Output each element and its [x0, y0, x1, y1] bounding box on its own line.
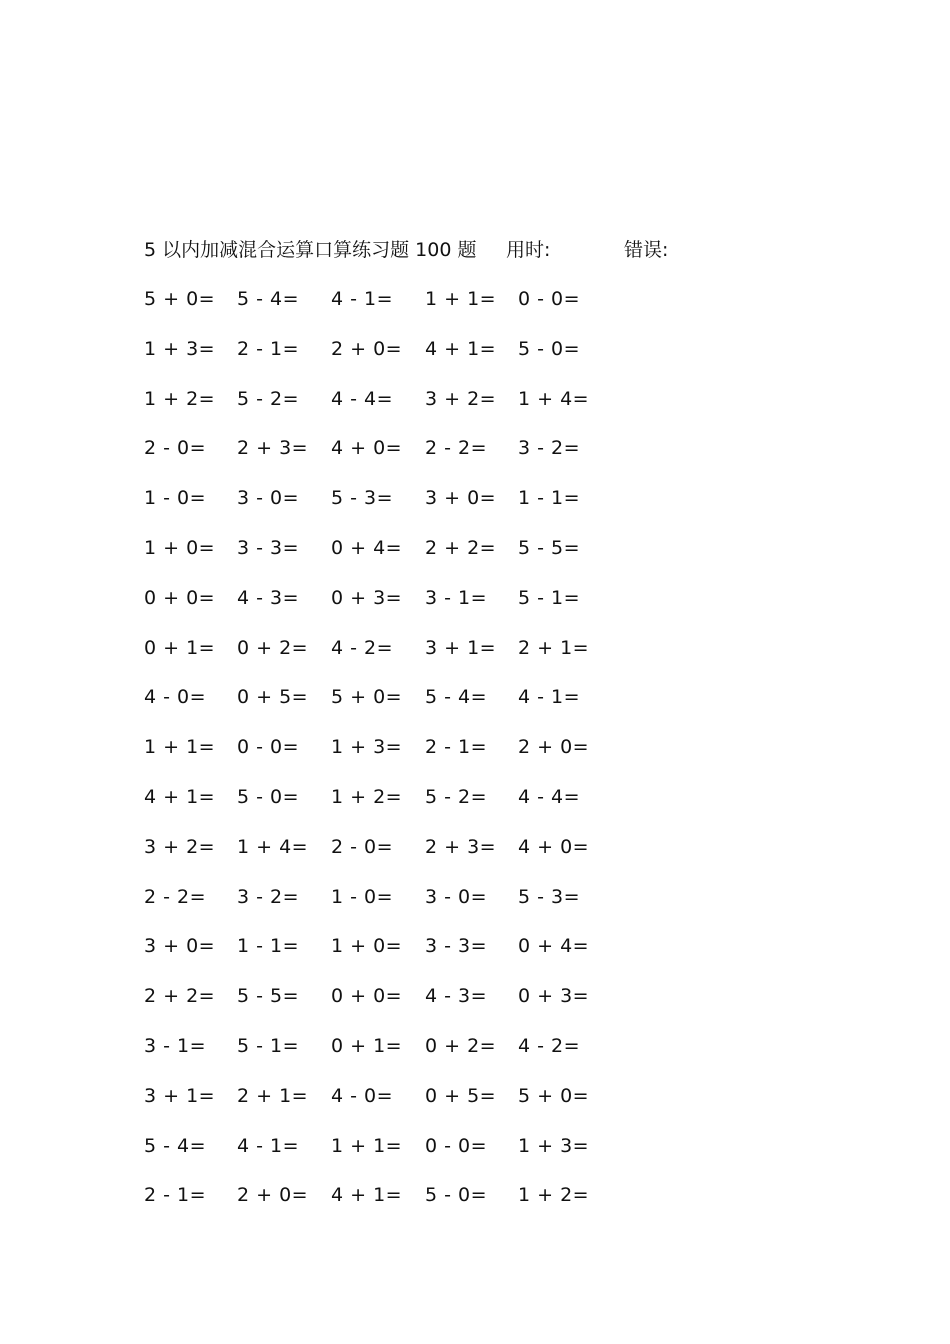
problem-item: 5 - 1= [518, 586, 581, 609]
problem-item: 2 - 1= [144, 1184, 207, 1207]
problem-item: 4 - 3= [237, 586, 300, 609]
problem-row [144, 682, 614, 732]
problem-item: 5 + 0= [331, 686, 403, 709]
problem-row [144, 981, 614, 1031]
problem-item: 2 + 0= [331, 337, 403, 360]
error-label: 错误: [624, 239, 669, 261]
problem-item: 3 - 2= [237, 885, 300, 908]
problem-row [144, 1180, 614, 1230]
problem-item: 3 + 1= [144, 1084, 216, 1107]
problem-row [144, 384, 614, 434]
problem-item: 3 + 1= [425, 636, 497, 659]
problem-row [144, 433, 614, 483]
problem-item: 2 + 0= [237, 1184, 309, 1207]
problem-item: 0 - 0= [518, 288, 581, 310]
problem-item: 3 - 0= [425, 885, 488, 908]
problem-row [144, 1081, 614, 1131]
problem-item: 1 - 0= [144, 487, 207, 510]
problem-item: 4 - 3= [425, 985, 488, 1008]
problem-item: 0 + 3= [331, 586, 403, 609]
problem-item: 5 - 2= [237, 387, 300, 410]
problem-item: 0 + 5= [425, 1084, 497, 1107]
problem-row [144, 832, 614, 882]
problem-item: 1 - 1= [518, 487, 581, 510]
problem-item: 2 - 2= [425, 437, 488, 460]
problem-item: 3 + 2= [425, 387, 497, 410]
problem-item: 2 + 2= [425, 536, 497, 559]
problem-item: 5 - 0= [518, 337, 581, 360]
problem-item: 2 - 0= [331, 835, 394, 858]
problem-row [144, 1031, 614, 1081]
problem-item: 4 - 4= [331, 387, 394, 410]
problem-row [144, 633, 614, 683]
problem-item: 1 + 1= [425, 288, 497, 310]
problem-item: 0 + 0= [144, 586, 216, 609]
problem-item: 5 - 1= [237, 1034, 300, 1057]
problem-item: 1 + 4= [518, 387, 590, 410]
problem-row [144, 882, 614, 932]
problem-item: 1 + 3= [331, 736, 403, 759]
problem-item: 3 - 1= [425, 586, 488, 609]
problem-item: 4 + 1= [144, 785, 216, 808]
problem-item: 4 + 0= [331, 437, 403, 460]
problem-item: 1 + 3= [144, 337, 216, 360]
problem-item: 1 - 1= [237, 935, 300, 958]
problem-row [144, 334, 614, 384]
problem-item: 0 + 4= [331, 536, 403, 559]
worksheet-header [144, 236, 844, 264]
problem-item: 4 - 0= [144, 686, 207, 709]
problem-item: 4 + 1= [425, 337, 497, 360]
problem-row [144, 483, 614, 533]
problem-item: 0 + 5= [237, 686, 309, 709]
problem-item: 0 + 3= [518, 985, 590, 1008]
problem-row [144, 583, 614, 633]
problem-item: 3 + 0= [144, 935, 216, 958]
worksheet-title: 5 以内加减混合运算口算练习题 100 题 [144, 239, 477, 261]
problem-item: 0 + 1= [144, 636, 216, 659]
problem-item: 1 + 2= [331, 785, 403, 808]
problem-item: 5 + 0= [518, 1084, 590, 1107]
problem-item: 0 + 2= [425, 1034, 497, 1057]
problem-item: 2 - 1= [237, 337, 300, 360]
problem-item: 3 - 2= [518, 437, 581, 460]
problem-item: 2 - 0= [144, 437, 207, 460]
problem-item: 1 + 1= [331, 1134, 403, 1157]
problem-item: 0 - 0= [237, 736, 300, 759]
problem-row [144, 1131, 614, 1181]
problem-item: 2 - 1= [425, 736, 488, 759]
problem-item: 3 + 0= [425, 487, 497, 510]
problem-item: 1 + 2= [518, 1184, 590, 1207]
problem-row [144, 533, 614, 583]
problem-item: 4 + 1= [331, 1184, 403, 1207]
problem-item: 3 - 3= [425, 935, 488, 958]
problem-item: 3 - 3= [237, 536, 300, 559]
problem-item: 5 - 0= [425, 1184, 488, 1207]
problem-item: 0 - 0= [425, 1134, 488, 1157]
time-label: 用时: [506, 239, 551, 261]
problem-item: 4 - 2= [518, 1034, 581, 1057]
problem-item: 4 - 1= [518, 686, 581, 709]
problem-item: 4 - 4= [518, 785, 581, 808]
problem-item: 1 + 4= [237, 835, 309, 858]
problem-item: 0 + 2= [237, 636, 309, 659]
problem-item: 3 + 2= [144, 835, 216, 858]
problem-item: 5 - 5= [518, 536, 581, 559]
problem-item: 5 - 3= [518, 885, 581, 908]
problem-item: 3 - 1= [144, 1034, 207, 1057]
problem-item: 2 - 2= [144, 885, 207, 908]
problem-item: 4 - 1= [331, 288, 394, 310]
problem-item: 5 + 0= [144, 288, 216, 310]
problem-item: 1 + 3= [518, 1134, 590, 1157]
problem-item: 4 + 0= [518, 835, 590, 858]
problem-item: 1 - 0= [331, 885, 394, 908]
problem-item: 2 + 2= [144, 985, 216, 1008]
problem-item: 2 + 0= [518, 736, 590, 759]
problem-item: 5 - 4= [144, 1134, 207, 1157]
problem-item: 4 - 2= [331, 636, 394, 659]
problem-item: 5 - 5= [237, 985, 300, 1008]
problem-item: 0 + 1= [331, 1034, 403, 1057]
problem-grid [144, 284, 614, 1230]
problem-item: 1 + 0= [331, 935, 403, 958]
problem-item: 0 + 0= [331, 985, 403, 1008]
problem-item: 2 + 3= [237, 437, 309, 460]
problem-item: 3 - 0= [237, 487, 300, 510]
problem-item: 2 + 1= [237, 1084, 309, 1107]
problem-row [144, 732, 614, 782]
problem-item: 1 + 0= [144, 536, 216, 559]
problem-item: 5 - 3= [331, 487, 394, 510]
problem-row [144, 284, 614, 334]
problem-row [144, 931, 614, 981]
problem-item: 4 - 1= [237, 1134, 300, 1157]
problem-item: 2 + 3= [425, 835, 497, 858]
problem-item: 0 + 4= [518, 935, 590, 958]
problem-item: 1 + 2= [144, 387, 216, 410]
problem-item: 5 - 0= [237, 785, 300, 808]
problem-item: 4 - 0= [331, 1084, 394, 1107]
problem-item: 5 - 2= [425, 785, 488, 808]
problem-item: 5 - 4= [237, 288, 300, 310]
problem-item: 5 - 4= [425, 686, 488, 709]
problem-row [144, 782, 614, 832]
problem-item: 1 + 1= [144, 736, 216, 759]
problem-item: 2 + 1= [518, 636, 590, 659]
